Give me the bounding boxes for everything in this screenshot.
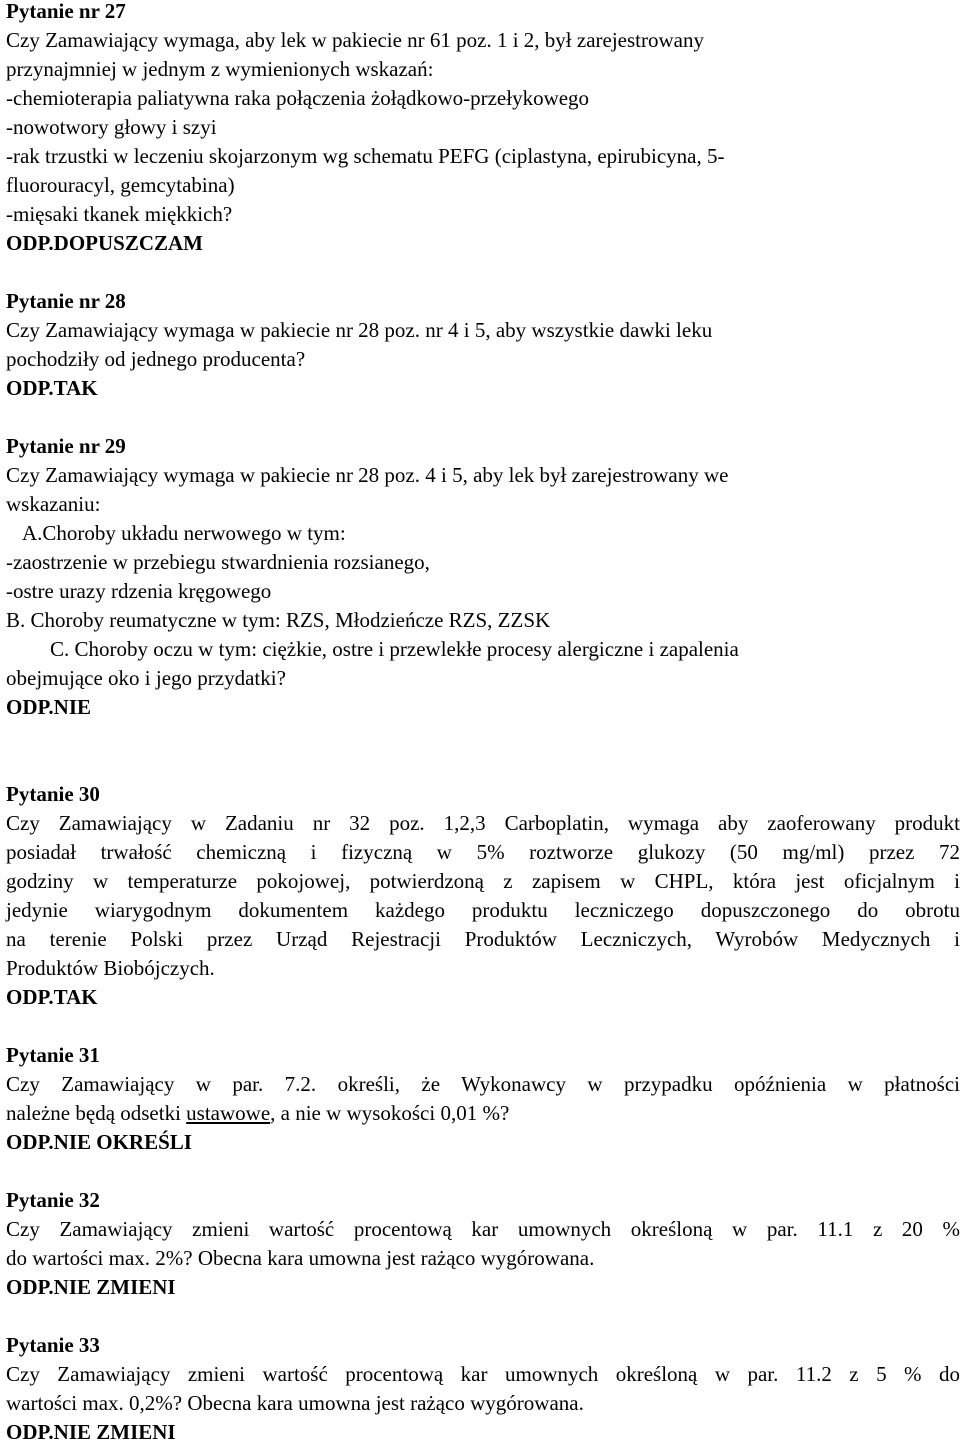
question-32-text-line: do wartości max. 2%? Obecna kara umowna jest rażąco wygórowana.: [6, 1246, 595, 1270]
question-31-title: Pytanie 31: [6, 1043, 100, 1067]
question-27-text-line: -nowotwory głowy i szyi: [6, 115, 217, 139]
question-32-text-line: Czy Zamawiający zmieni wartość procentową kar umownych określoną w par. 11.1 z 20 %: [6, 1217, 960, 1241]
question-29-text-line: -ostre urazy rdzenia kręgowego: [6, 579, 272, 603]
question-29-text-line: -zaostrzenie w przebiegu stwardnienia rozsianego,: [6, 550, 430, 574]
question-32-answer: ODP.NIE ZMIENI: [6, 1275, 176, 1299]
question-30-text-line: na terenie Polski przez Urząd Rejestracji Produktów Leczniczych, Wyrobów Medycznych i: [6, 927, 960, 951]
question-30-answer: ODP.TAK: [6, 985, 98, 1009]
question-29-text-line: wskazaniu:: [6, 492, 101, 516]
question-33-text-line: Czy Zamawiający zmieni wartość procentową kar umownych określoną w par. 11.2 z 5 % do: [6, 1362, 960, 1386]
section-gap: [6, 1012, 960, 1041]
section-gap: [6, 1157, 960, 1186]
question-29-text-line: obejmujące oko i jego przydatki?: [6, 666, 286, 690]
question-27-text-line: -mięsaki tkanek miękkich?: [6, 202, 233, 226]
question-31-text-line: [6, 1099, 960, 1128]
question-29-title: Pytanie nr 29: [6, 434, 126, 458]
question-29-option-b: B. Choroby reumatyczne w tym: RZS, Młodzieńcze RZS, ZZSK: [6, 608, 551, 632]
question-27-text-line: -rak trzustki w leczeniu skojarzonym wg schematu PEFG (ciplastyna, epirubicyna, 5-: [6, 144, 725, 168]
question-28-answer: ODP.TAK: [6, 376, 98, 400]
section-gap: [6, 751, 960, 780]
question-28: [6, 287, 960, 403]
question-27: [6, 0, 960, 258]
question-30-text-line: Produktów Biobójczych.: [6, 956, 215, 980]
question-29: [6, 432, 960, 722]
question-31-text-part: , a nie w wysokości 0,01 %?: [270, 1101, 510, 1125]
question-29-option-c: C. Choroby oczu w tym: ciężkie, ostre i przewlekłe procesy alergiczne i zapalenia: [50, 637, 739, 661]
question-29-answer: ODP.NIE: [6, 695, 91, 719]
question-27-answer: ODP.DOPUSZCZAM: [6, 231, 203, 255]
underlined-term: ustawowe: [186, 1101, 271, 1125]
question-30-text-line: posiadał trwałość chemiczną i fizyczną w 5% roztworze glukozy (50 mg/ml) przez 72: [6, 840, 960, 864]
section-gap: [6, 1302, 960, 1331]
question-28-text-line: Czy Zamawiający wymaga w pakiecie nr 28 poz. nr 4 i 5, aby wszystkie dawki leku: [6, 318, 713, 342]
question-33-title: Pytanie 33: [6, 1333, 100, 1357]
question-33-text-line: wartości max. 0,2%? Obecna kara umowna jest rażąco wygórowana.: [6, 1391, 584, 1415]
section-gap: [6, 258, 960, 287]
question-27-title: Pytanie nr 27: [6, 0, 126, 23]
question-29-option-a: A.Choroby układu nerwowego w tym:: [22, 521, 346, 545]
question-27-text-line: przynajmniej w jednym z wymienionych wskazań:: [6, 57, 434, 81]
question-32-title: Pytanie 32: [6, 1188, 100, 1212]
section-gap: [6, 722, 960, 751]
question-30-text-line: jedynie wiarygodnym dokumentem każdego produktu leczniczego dopuszczonego do obrotu: [6, 898, 960, 922]
question-28-title: Pytanie nr 28: [6, 289, 126, 313]
question-27-text-line: fluorouracyl, gemcytabina): [6, 173, 235, 197]
question-31: [6, 1041, 960, 1157]
question-31-text-line: Czy Zamawiający w par. 7.2. określi, że Wykonawcy w przypadku opóźnienia w płatności: [6, 1072, 960, 1096]
question-33: [6, 1331, 960, 1447]
question-30-text-line: godziny w temperaturze pokojowej, potwierdzoną z zapisem w CHPL, która jest oficjalnym i: [6, 869, 960, 893]
question-28-text-line: pochodziły od jednego producenta?: [6, 347, 306, 371]
question-30: [6, 780, 960, 1012]
question-31-text-part: należne będą odsetki: [6, 1101, 187, 1125]
question-29-text-line: Czy Zamawiający wymaga w pakiecie nr 28 poz. 4 i 5, aby lek był zarejestrowany we: [6, 463, 729, 487]
question-27-text-line: Czy Zamawiający wymaga, aby lek w pakiecie nr 61 poz. 1 i 2, był zarejestrowany: [6, 28, 704, 52]
document-page: [6, 0, 960, 1447]
section-gap: [6, 403, 960, 432]
question-27-text-line: -chemioterapia paliatywna raka połączenia żołądkowo-przełykowego: [6, 86, 590, 110]
question-30-text-line: Czy Zamawiający w Zadaniu nr 32 poz. 1,2,3 Carboplatin, wymaga aby zaoferowany produkt: [6, 811, 960, 835]
question-31-answer: ODP.NIE OKREŚLI: [6, 1130, 192, 1154]
question-33-answer: ODP.NIE ZMIENI: [6, 1420, 176, 1444]
question-30-title: Pytanie 30: [6, 782, 100, 806]
question-32: [6, 1186, 960, 1302]
